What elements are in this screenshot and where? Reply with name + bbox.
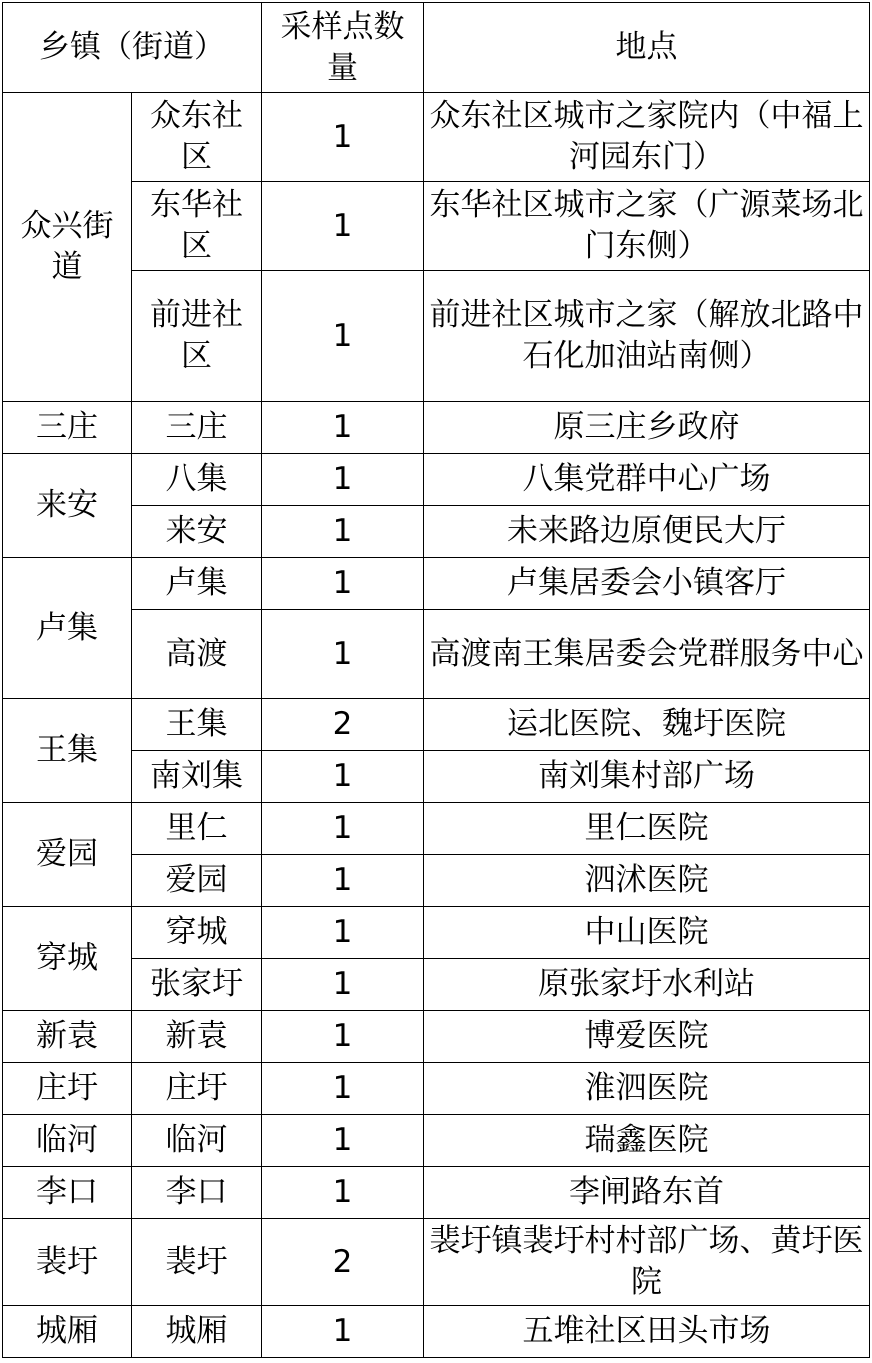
table-row [3, 182, 870, 271]
town-cell: 裴圩 [3, 1219, 132, 1306]
sub-cell: 前进社区 [132, 271, 262, 402]
town-cell: 李口 [3, 1167, 132, 1219]
town-cell: 爱园 [3, 803, 132, 907]
sub-cell: 高渡 [132, 610, 262, 699]
sub-cell: 三庄 [132, 402, 262, 454]
count-cell: 1 [262, 506, 424, 558]
sub-cell: 临河 [132, 1115, 262, 1167]
town-cell: 三庄 [3, 402, 132, 454]
count-cell: 1 [262, 1063, 424, 1115]
count-cell: 1 [262, 1167, 424, 1219]
location-cell: 中山医院 [424, 907, 870, 959]
sub-cell: 张家圩 [132, 959, 262, 1011]
table-row [3, 271, 870, 402]
table-row [3, 803, 870, 855]
count-cell: 1 [262, 1115, 424, 1167]
count-cell: 1 [262, 182, 424, 271]
count-cell: 1 [262, 907, 424, 959]
count-cell: 1 [262, 610, 424, 699]
header-town: 乡镇（街道） [3, 3, 262, 93]
table-row [3, 506, 870, 558]
location-cell: 八集党群中心广场 [424, 454, 870, 506]
sub-cell: 南刘集 [132, 751, 262, 803]
sub-cell: 李口 [132, 1167, 262, 1219]
count-cell: 1 [262, 855, 424, 907]
location-cell: 五堆社区田头市场 [424, 1306, 870, 1358]
sub-cell: 卢集 [132, 558, 262, 610]
sub-cell: 王集 [132, 699, 262, 751]
town-cell: 来安 [3, 454, 132, 558]
sub-cell: 八集 [132, 454, 262, 506]
table-row [3, 93, 870, 182]
table-row [3, 402, 870, 454]
location-cell: 未来路边原便民大厅 [424, 506, 870, 558]
sampling-sites-table [2, 2, 870, 1358]
table-row [3, 751, 870, 803]
town-cell: 庄圩 [3, 1063, 132, 1115]
sub-cell: 众东社区 [132, 93, 262, 182]
location-cell: 里仁医院 [424, 803, 870, 855]
town-cell: 王集 [3, 699, 132, 803]
sub-cell: 里仁 [132, 803, 262, 855]
table-row [3, 907, 870, 959]
town-cell: 卢集 [3, 558, 132, 699]
location-cell: 裴圩镇裴圩村村部广场、黄圩医院 [424, 1219, 870, 1306]
town-cell: 新袁 [3, 1011, 132, 1063]
town-cell: 城厢 [3, 1306, 132, 1358]
sub-cell: 庄圩 [132, 1063, 262, 1115]
table-row [3, 1063, 870, 1115]
location-cell: 原三庄乡政府 [424, 402, 870, 454]
sub-cell: 爱园 [132, 855, 262, 907]
table-row [3, 1306, 870, 1358]
table-row [3, 1167, 870, 1219]
town-cell: 众兴街道 [3, 93, 132, 402]
sub-cell: 穿城 [132, 907, 262, 959]
location-cell: 泗沭医院 [424, 855, 870, 907]
table-row [3, 1219, 870, 1306]
location-cell: 众东社区城市之家院内（中福上河园东门） [424, 93, 870, 182]
sub-cell: 裴圩 [132, 1219, 262, 1306]
count-cell: 1 [262, 803, 424, 855]
table-row [3, 959, 870, 1011]
table-row [3, 610, 870, 699]
location-cell: 运北医院、魏圩医院 [424, 699, 870, 751]
sub-cell: 新袁 [132, 1011, 262, 1063]
location-cell: 原张家圩水利站 [424, 959, 870, 1011]
count-cell: 1 [262, 454, 424, 506]
sub-cell: 城厢 [132, 1306, 262, 1358]
count-cell: 1 [262, 558, 424, 610]
table-row [3, 558, 870, 610]
location-cell: 淮泗医院 [424, 1063, 870, 1115]
header-row [3, 3, 870, 93]
location-cell: 东华社区城市之家（广源菜场北门东侧） [424, 182, 870, 271]
count-cell: 1 [262, 402, 424, 454]
town-cell: 穿城 [3, 907, 132, 1011]
count-cell: 2 [262, 699, 424, 751]
count-cell: 1 [262, 1011, 424, 1063]
sub-cell: 东华社区 [132, 182, 262, 271]
header-location: 地点 [424, 3, 870, 93]
town-cell: 临河 [3, 1115, 132, 1167]
location-cell: 南刘集村部广场 [424, 751, 870, 803]
table-row [3, 855, 870, 907]
count-cell: 1 [262, 1306, 424, 1358]
table-row [3, 699, 870, 751]
location-cell: 前进社区城市之家（解放北路中石化加油站南侧） [424, 271, 870, 402]
location-cell: 博爱医院 [424, 1011, 870, 1063]
sub-cell: 来安 [132, 506, 262, 558]
header-count: 采样点数量 [262, 3, 424, 93]
table-row [3, 1011, 870, 1063]
count-cell: 2 [262, 1219, 424, 1306]
location-cell: 高渡南王集居委会党群服务中心 [424, 610, 870, 699]
location-cell: 瑞鑫医院 [424, 1115, 870, 1167]
location-cell: 卢集居委会小镇客厅 [424, 558, 870, 610]
table-row [3, 1115, 870, 1167]
location-cell: 李闸路东首 [424, 1167, 870, 1219]
count-cell: 1 [262, 959, 424, 1011]
count-cell: 1 [262, 271, 424, 402]
count-cell: 1 [262, 751, 424, 803]
count-cell: 1 [262, 93, 424, 182]
table-row [3, 454, 870, 506]
